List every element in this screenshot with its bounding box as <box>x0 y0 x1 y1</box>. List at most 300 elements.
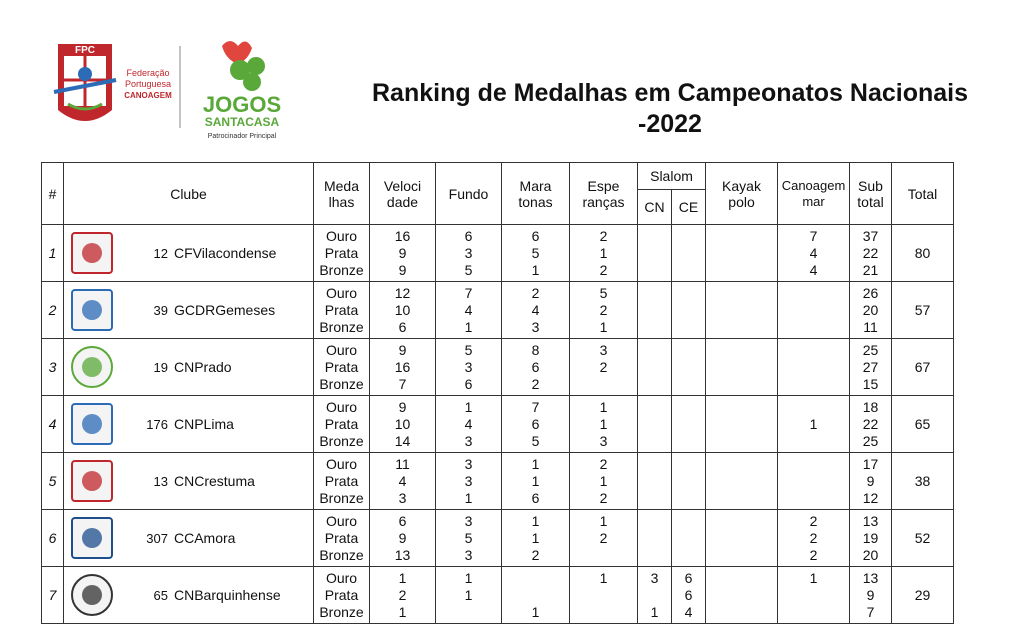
esperancas <box>570 510 638 567</box>
club-number: 176 <box>146 417 168 432</box>
canoagem-mar-value: 2 <box>809 546 818 563</box>
fpc-logo-line2: Portuguesa <box>124 79 172 89</box>
canoagem-mar-value: 4 <box>809 261 818 278</box>
slalom-ce-value <box>672 513 705 530</box>
header-slalom-ce: CE <box>672 190 706 225</box>
fundo-value: 4 <box>464 301 473 318</box>
fundo-value: 3 <box>464 512 473 529</box>
medal-types <box>314 453 370 510</box>
canoagem-mar <box>778 225 850 282</box>
velocidade-value: 9 <box>398 244 407 261</box>
slalom-ce-value <box>672 399 705 416</box>
subtotal-value: 7 <box>866 603 875 620</box>
slalom-ce-value: 6 <box>684 586 693 603</box>
club-label: CFVilacondense <box>174 245 277 261</box>
club-label: CNBarquinhense <box>174 587 281 603</box>
kayak-polo-value <box>706 245 777 262</box>
esperancas <box>570 453 638 510</box>
subtotal-value: 26 <box>862 284 879 301</box>
table-row <box>42 453 954 510</box>
subtotal-value: 12 <box>862 489 879 506</box>
subtotal-value: 22 <box>862 415 879 432</box>
fundo-value: 4 <box>464 415 473 432</box>
velocidade-value: 14 <box>394 432 411 449</box>
slalom-cn-value <box>638 319 671 336</box>
esperancas <box>570 225 638 282</box>
club-number: 307 <box>146 531 168 546</box>
maratonas-value: 4 <box>531 301 540 318</box>
esperancas-value: 2 <box>599 455 608 472</box>
fundo-value: 3 <box>464 472 473 489</box>
slalom-ce-value: 6 <box>684 569 693 586</box>
esperancas-value: 2 <box>599 358 608 375</box>
esperancas <box>570 567 638 624</box>
slalom-ce-value <box>672 416 705 433</box>
maratonas <box>502 339 570 396</box>
table-row <box>42 282 954 339</box>
jogos-logo-line1: JOGOS <box>202 92 282 117</box>
fundo-value <box>436 604 501 621</box>
kayak-polo-value <box>706 473 777 490</box>
row-rank: 2 <box>42 282 64 339</box>
maratonas-value: 1 <box>531 455 540 472</box>
header-slalom-cn: CN <box>638 190 672 225</box>
header-num: # <box>42 163 64 225</box>
fundo-value: 1 <box>464 489 473 506</box>
header-medalhas-1: Meda <box>323 177 360 194</box>
velocidade-value: 12 <box>394 284 411 301</box>
club-label: CCAmora <box>174 530 236 546</box>
fundo <box>436 453 502 510</box>
fundo <box>436 396 502 453</box>
subtotal-value: 11 <box>863 318 878 335</box>
fundo <box>436 282 502 339</box>
canoagem-mar-value <box>778 376 849 393</box>
kayak-polo-value <box>706 547 777 564</box>
medal-types-value: Prata <box>324 358 359 375</box>
maratonas <box>502 453 570 510</box>
kayak-polo-value <box>706 359 777 376</box>
medal-types-value: Ouro <box>325 398 358 415</box>
esperancas-value: 2 <box>599 301 608 318</box>
esperancas-value <box>570 376 637 393</box>
esperancas <box>570 282 638 339</box>
slalom-cn-value <box>638 416 671 433</box>
maratonas-value: 2 <box>531 284 540 301</box>
slalom-cn <box>638 453 672 510</box>
velocidade-value: 9 <box>398 398 407 415</box>
club-logo <box>70 571 114 619</box>
canoagem-mar-value: 1 <box>809 569 818 586</box>
fundo-value: 6 <box>464 227 473 244</box>
club-logo <box>70 457 114 505</box>
club-name <box>134 302 275 319</box>
subtotal-value: 9 <box>866 586 875 603</box>
medal-types <box>314 225 370 282</box>
velocidade-value: 11 <box>395 455 410 472</box>
esperancas-value: 1 <box>599 398 608 415</box>
club-cell <box>64 567 314 624</box>
total-value: 67 <box>892 339 954 396</box>
club-label: CNPrado <box>174 359 232 375</box>
total-value: 65 <box>892 396 954 453</box>
header-kayak-polo <box>706 163 778 225</box>
title-line-1: Ranking de Medalhas em Campeonatos Nacionais <box>372 79 968 107</box>
medal-types-value: Bronze <box>319 375 364 392</box>
club-logo <box>70 343 114 391</box>
header-fundo: Fundo <box>436 163 502 225</box>
velocidade-value: 4 <box>398 472 407 489</box>
fundo-value: 3 <box>464 546 473 563</box>
maratonas <box>502 225 570 282</box>
subtotal <box>850 339 892 396</box>
header-subtotal-2: total <box>857 193 884 210</box>
header-medalhas <box>314 163 370 225</box>
kayak-polo-value <box>706 342 777 359</box>
slalom-cn <box>638 282 672 339</box>
total-value: 80 <box>892 225 954 282</box>
maratonas-value: 1 <box>531 603 540 620</box>
slalom-cn <box>638 225 672 282</box>
subtotal-value: 13 <box>862 512 879 529</box>
fpc-logo-line1: Federação <box>126 68 170 78</box>
header-velocidade-2: dade <box>386 193 419 210</box>
subtotal-value: 25 <box>862 432 879 449</box>
fundo-value: 3 <box>464 432 473 449</box>
medal-types-value: Bronze <box>319 432 364 449</box>
velocidade-value: 10 <box>394 301 411 318</box>
medal-types-value: Ouro <box>325 455 358 472</box>
slalom-ce <box>672 510 706 567</box>
medal-types <box>314 510 370 567</box>
maratonas-value: 1 <box>531 529 540 546</box>
row-rank: 5 <box>42 453 64 510</box>
subtotal <box>850 567 892 624</box>
club-logo <box>70 514 114 562</box>
club-name <box>134 245 276 262</box>
club-cell <box>64 510 314 567</box>
kayak-polo-value <box>706 490 777 507</box>
club-logo <box>70 229 114 277</box>
canoagem-mar-value: 7 <box>809 227 818 244</box>
subtotal-value: 20 <box>862 546 879 563</box>
slalom-ce-value <box>672 359 705 376</box>
subtotal-value: 37 <box>862 227 879 244</box>
velocidade-value: 9 <box>398 341 407 358</box>
slalom-ce-value <box>672 547 705 564</box>
maratonas-value: 1 <box>531 472 540 489</box>
esperancas-value: 3 <box>599 432 608 449</box>
maratonas-value: 6 <box>531 489 540 506</box>
total-value: 57 <box>892 282 954 339</box>
esperancas-value: 5 <box>599 284 608 301</box>
jogos-santacasa-logo <box>192 36 292 142</box>
club-logo <box>70 286 114 334</box>
header-total: Total <box>892 163 954 225</box>
row-rank: 7 <box>42 567 64 624</box>
velocidade-value: 2 <box>398 586 407 603</box>
maratonas-value: 2 <box>531 375 540 392</box>
slalom-ce-value <box>672 342 705 359</box>
velocidade-value: 1 <box>398 603 407 620</box>
canoagem-mar-value <box>778 456 849 473</box>
slalom-ce-value: 4 <box>684 603 693 620</box>
club-name <box>134 416 234 433</box>
kayak-polo-value <box>706 302 777 319</box>
header-medalhas-2: lhas <box>328 193 355 210</box>
kayak-polo-value <box>706 604 777 621</box>
subtotal-value: 19 <box>862 529 879 546</box>
header-velocidade-1: Veloci <box>383 177 422 194</box>
maratonas-value: 5 <box>531 432 540 449</box>
kayak-polo-value <box>706 228 777 245</box>
maratonas-value: 5 <box>531 244 540 261</box>
canoagem-mar-value: 2 <box>809 529 818 546</box>
header-subtotal-1: Sub <box>858 177 883 194</box>
velocidade-value: 3 <box>398 489 407 506</box>
slalom-cn-value: 1 <box>650 603 659 620</box>
esperancas <box>570 396 638 453</box>
velocidade-value: 6 <box>398 512 407 529</box>
fundo <box>436 225 502 282</box>
canoagem-mar-value: 2 <box>809 512 818 529</box>
header-kayak-1: Kayak <box>722 177 761 194</box>
canoagem-mar-value: 4 <box>809 244 818 261</box>
medal-types <box>314 339 370 396</box>
fundo-value: 1 <box>464 398 473 415</box>
canoagem-mar-value <box>778 302 849 319</box>
row-rank: 3 <box>42 339 64 396</box>
slalom-cn-value <box>638 433 671 450</box>
kayak-polo-value <box>706 376 777 393</box>
club-cell <box>64 339 314 396</box>
kayak-polo <box>706 567 778 624</box>
total-value: 29 <box>892 567 954 624</box>
medal-types-value: Ouro <box>325 227 358 244</box>
esperancas-value: 1 <box>599 318 608 335</box>
velocidade <box>370 225 436 282</box>
velocidade-value: 16 <box>394 358 411 375</box>
header-kayak-2: polo <box>728 193 755 210</box>
kayak-polo-value <box>706 399 777 416</box>
slalom-ce-value <box>672 473 705 490</box>
subtotal-value: 15 <box>862 375 879 392</box>
club-cell <box>64 396 314 453</box>
esperancas-value <box>570 547 637 564</box>
subtotal <box>850 282 892 339</box>
maratonas-value: 8 <box>531 341 540 358</box>
velocidade-value: 10 <box>394 415 411 432</box>
canoagem-mar-value <box>778 319 849 336</box>
fundo-value: 5 <box>464 341 473 358</box>
kayak-polo <box>706 339 778 396</box>
maratonas-value: 6 <box>531 358 540 375</box>
esperancas-value: 1 <box>599 415 608 432</box>
esperancas-value: 3 <box>599 341 608 358</box>
fundo-value: 6 <box>464 375 473 392</box>
slalom-cn-value <box>638 456 671 473</box>
canoagem-mar-value: 1 <box>809 415 818 432</box>
esperancas-value: 1 <box>599 569 608 586</box>
maratonas <box>502 396 570 453</box>
slalom-ce <box>672 225 706 282</box>
table-row <box>42 339 954 396</box>
medal-types <box>314 567 370 624</box>
club-number: 39 <box>153 303 168 318</box>
slalom-cn-value <box>638 399 671 416</box>
esperancas-value: 1 <box>599 244 608 261</box>
slalom-cn-value <box>638 473 671 490</box>
kayak-polo <box>706 453 778 510</box>
slalom-cn-value <box>638 228 671 245</box>
slalom-cn-value <box>638 359 671 376</box>
maratonas <box>502 282 570 339</box>
canoagem-mar-value <box>778 342 849 359</box>
canoagem-mar <box>778 453 850 510</box>
slalom-cn <box>638 396 672 453</box>
slalom-cn-value <box>638 342 671 359</box>
slalom-ce-value <box>672 490 705 507</box>
slalom-cn-value <box>638 376 671 393</box>
canoagem-mar-value <box>778 473 849 490</box>
canoagem-mar-value <box>778 587 849 604</box>
canoagem-mar <box>778 282 850 339</box>
total-value: 52 <box>892 510 954 567</box>
canoagem-mar <box>778 510 850 567</box>
slalom-cn-value <box>638 587 671 604</box>
slalom-ce <box>672 396 706 453</box>
header-maratonas-2: tonas <box>518 193 553 210</box>
kayak-polo <box>706 510 778 567</box>
maratonas-value: 6 <box>531 415 540 432</box>
fundo-value: 1 <box>464 586 473 603</box>
maratonas-value: 1 <box>531 512 540 529</box>
subtotal-value: 9 <box>866 472 875 489</box>
subtotal-value: 21 <box>862 261 879 278</box>
club-name <box>134 587 281 604</box>
medal-types-value: Prata <box>324 472 359 489</box>
header-canoagem-1: Canoagem <box>781 177 846 193</box>
maratonas <box>502 567 570 624</box>
club-number: 19 <box>153 360 168 375</box>
club-name <box>134 530 235 547</box>
fundo <box>436 567 502 624</box>
fundo <box>436 510 502 567</box>
subtotal-value: 13 <box>862 569 879 586</box>
velocidade <box>370 339 436 396</box>
velocidade-value: 6 <box>398 318 407 335</box>
esperancas-value <box>570 587 637 604</box>
fundo <box>436 339 502 396</box>
canoagem-mar-value <box>778 604 849 621</box>
row-rank: 1 <box>42 225 64 282</box>
fundo-value: 7 <box>464 284 473 301</box>
maratonas-value: 3 <box>531 318 540 335</box>
kayak-polo <box>706 225 778 282</box>
fundo-value: 3 <box>464 244 473 261</box>
table-row <box>42 567 954 624</box>
kayak-polo-value <box>706 570 777 587</box>
header-canoagem-mar <box>778 163 850 225</box>
fpc-logo <box>52 40 182 132</box>
subtotal <box>850 453 892 510</box>
slalom-ce-value <box>672 376 705 393</box>
club-cell <box>64 282 314 339</box>
fundo-value: 1 <box>464 569 473 586</box>
fpc-logo-abbr: FPC <box>75 45 95 56</box>
fundo-value: 3 <box>464 455 473 472</box>
velocidade <box>370 282 436 339</box>
medal-types <box>314 396 370 453</box>
esperancas-value <box>570 604 637 621</box>
kayak-polo-value <box>706 587 777 604</box>
slalom-cn-value <box>638 490 671 507</box>
esperancas-value: 1 <box>599 472 608 489</box>
canoagem-mar-value <box>778 433 849 450</box>
maratonas-value: 6 <box>531 227 540 244</box>
header-velocidade <box>370 163 436 225</box>
canoagem-mar-value <box>778 490 849 507</box>
canoagem-mar <box>778 396 850 453</box>
subtotal-value: 27 <box>862 358 879 375</box>
header-esperancas <box>570 163 638 225</box>
club-cell <box>64 225 314 282</box>
fundo-value: 3 <box>464 358 473 375</box>
subtotal-value: 25 <box>862 341 879 358</box>
esperancas-value: 2 <box>599 227 608 244</box>
club-label: CNPLima <box>174 416 234 432</box>
subtotal-value: 22 <box>862 244 879 261</box>
table-row <box>42 225 954 282</box>
esperancas-value: 2 <box>599 489 608 506</box>
header-subtotal <box>850 163 892 225</box>
row-rank: 4 <box>42 396 64 453</box>
header-esperancas-2: ranças <box>582 193 625 210</box>
maratonas-value: 1 <box>531 261 540 278</box>
kayak-polo-value <box>706 513 777 530</box>
maratonas <box>502 510 570 567</box>
slalom-ce-value <box>672 302 705 319</box>
canoagem-mar <box>778 567 850 624</box>
club-cell <box>64 453 314 510</box>
header-canoagem-2: mar <box>802 193 825 209</box>
fundo-value: 1 <box>464 318 473 335</box>
medal-types-value: Bronze <box>319 318 364 335</box>
canoagem-mar-value <box>778 359 849 376</box>
total-value: 38 <box>892 453 954 510</box>
maratonas-value <box>502 570 569 587</box>
velocidade-value: 1 <box>398 569 407 586</box>
slalom-ce-value <box>672 245 705 262</box>
slalom-cn-value <box>638 513 671 530</box>
kayak-polo-value <box>706 285 777 302</box>
subtotal-value: 18 <box>862 398 879 415</box>
medal-types-value: Prata <box>324 415 359 432</box>
slalom-ce-value <box>672 319 705 336</box>
slalom-cn-value <box>638 547 671 564</box>
fundo-value: 5 <box>464 261 473 278</box>
velocidade-value: 9 <box>398 261 407 278</box>
medal-types-value: Bronze <box>319 603 364 620</box>
medal-types-value: Prata <box>324 244 359 261</box>
slalom-ce <box>672 567 706 624</box>
kayak-polo-value <box>706 456 777 473</box>
kayak-polo <box>706 282 778 339</box>
title-line-2: -2022 <box>638 110 702 138</box>
slalom-cn-value <box>638 262 671 279</box>
slalom-ce-value <box>672 456 705 473</box>
velocidade <box>370 567 436 624</box>
